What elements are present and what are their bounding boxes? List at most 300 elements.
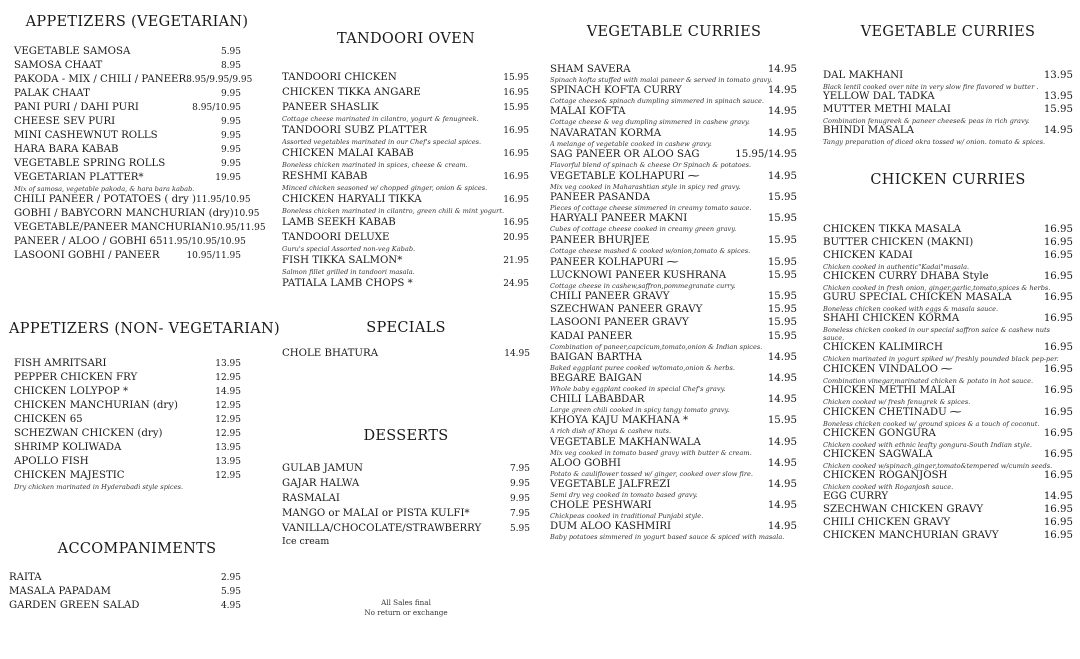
menu-item-name: SAG PANEER OR ALOO SAG [550,148,700,160]
menu-item-name: PAKODA - MIX / CHILI / PANEER [14,74,187,85]
menu-item-name-wrap [823,342,943,355]
menu-item-name: CHILI PANEER GRAVY [550,291,670,303]
menu-item-price: 15.95 [767,234,797,246]
menu-item-description: Cottage cheese & veg dumpling simmered in cashew gravy. [550,118,750,127]
menu-item-name: RESHMI KABAB [282,171,368,182]
menu-item-price: 8.95/10.95 [192,103,241,113]
menu-item-description: Chicken cooked in fresh onion, ginger,garlic,tomato,spices & herbs. [823,283,1051,292]
menu-list [282,71,530,291]
menu-item [550,128,797,140]
menu-item-name-wrap [282,86,421,99]
menu-list [282,347,530,361]
menu-item [550,64,797,76]
menu-item [282,277,529,291]
menu-item [550,304,797,316]
menu-item-description: Chicken cooked with Roganjosh sauce. [823,482,954,491]
menu-item-name-wrap [550,437,701,449]
menu-item-name-wrap [14,129,158,143]
menu-item [823,91,1073,104]
menu-item-price: 12.95 [215,415,241,425]
menu-item-name: CHICKEN KALIMIRCH [823,342,943,353]
menu-item-name: BHINDI MASALA [823,125,914,136]
menu-item-price: 9.95 [509,479,530,489]
menu-item-name: CHICKEN MANCHURIAN GRAVY [823,530,999,541]
menu-item-name: EGG CURRY [823,491,889,502]
menu-item-name-wrap [550,394,644,406]
menu-item-name: APOLLO FISH [14,456,89,467]
menu-item-price: 9.95 [220,159,241,169]
section-title: APPETIZERS (VEGETARIAN) [25,14,249,30]
menu-item-description: Mix of samosa, vegetable pakoda, & hara bara kabab. [14,185,195,193]
menu-item-name-wrap [823,517,950,530]
menu-item-name: PEPPER CHICKEN FRY [14,372,138,383]
menu-item [550,256,797,269]
menu-item-name-wrap [823,271,989,284]
menu-item-name-wrap [14,45,130,59]
menu-item-name: CHICKEN ROGANJOSH [823,470,948,481]
menu-item [14,59,241,73]
menu-item [550,331,797,343]
menu-item-name: VEGETABLE SAMOSA [14,46,131,57]
menu-item [14,101,241,115]
menu-list [823,224,1073,543]
menu-item [14,45,241,59]
menu-item-name: PANEER PASANDA [550,192,651,204]
menu-item [550,415,797,427]
menu-item [823,250,1073,263]
menu-item-price: 16.95 [1043,449,1073,460]
menu-item-price: 16.95 [1043,504,1073,515]
menu-item-description: Combination of paneer,capcicum,tomato,onion & Indian spices. [550,342,763,351]
menu-item-name-wrap [282,254,402,267]
menu-item-price: 9.95 [509,494,530,504]
menu-item [823,224,1073,237]
menu-item-description: Boneless chicken cooked in our special saffron saice & cashew nuts sauce. [823,325,1050,342]
menu-item-name: ALOO GOBHI [550,457,621,469]
menu-item-price: 14.95 [767,457,797,469]
menu-item-name-wrap [14,143,119,157]
menu-list [9,45,265,263]
menu-item-price: 16.95 [1043,385,1073,396]
menu-item-description: Minced chicken seasoned w/ chopped ginger, onion & spices. [282,184,488,192]
menu-item-price: 15.95 [767,415,797,427]
menu-item-price: 16.95 [1043,530,1073,541]
menu-item-description: Dry chicken marinated in Hyderabadi style spices. [14,483,184,491]
section-title: APPETIZERS (NON- VEGETARIAN) [9,321,280,337]
menu-item-name: BEGARE BAIGAN [550,373,643,384]
menu-item-price: 14.95 [767,394,797,406]
menu-item-description: Semi dry veg cooked in tomato based gravy. [550,490,698,499]
menu-item [550,291,797,303]
menu-item-name-wrap [550,85,682,97]
appetizers-nonveg-section [9,321,280,491]
menu-item-name: PANEER BHURJEE [550,234,650,246]
menu-item-name-wrap [823,104,951,117]
menu-item [9,571,241,585]
menu-item-name-wrap [282,347,378,360]
menu-item-description: Potato & cauliflower tossed w/ ginger, cooked over slow fire. [550,469,753,478]
menu-item [550,149,797,161]
menu-item-name: BAIGAN BARTHA [550,351,642,363]
tandoori-section [282,31,530,291]
chili-swirl-icon: ~ [685,168,701,182]
menu-item-name-wrap [14,399,178,413]
menu-item-name-wrap [282,507,470,520]
menu-item-name: LASOONI GOBHI / PANEER [14,250,160,261]
menu-item-price: 16.95 [1043,342,1073,353]
chili-swirl-icon: ~ [664,254,680,268]
menu-item [823,313,1073,326]
menu-item [282,216,529,230]
menu-item-price: 16.95 [503,149,529,159]
menu-item-name-wrap [823,504,983,517]
menu-item-name-wrap [282,216,396,229]
menu-item-description: Guru's special Assorted non-veg Kabab. [282,245,416,253]
menu-item-name-wrap [550,64,631,76]
menu-item [550,317,797,329]
menu-item-name: VEGETABLE MAKHANWALA [550,436,701,448]
menu-item [550,437,797,449]
appetizers-veg-section [9,14,265,263]
menu-item-name: CHICKEN VINDALOO [823,364,938,375]
menu-item-name: CHICKEN TIKKA MASALA [823,224,962,235]
menu-item-name: FISH AMRITSARI [14,358,107,369]
menu-item [550,235,797,247]
menu-item-name-wrap [14,171,144,185]
menu-item [550,352,797,364]
menu-item-name-wrap [550,168,701,183]
menu-item-description: Flavorful blend of spinach & cheese Or Spinach & potatoes. [550,160,752,169]
menu-item-name-wrap [282,193,422,206]
menu-item-name-wrap [550,373,642,385]
menu-item-name-wrap [550,213,687,225]
menu-item-description: Mix veg cooked in tomato based gravy with butter & cream. [550,448,752,457]
menu-item-price: 15.95 [767,192,797,204]
menu-item-name-wrap [14,157,165,171]
menu-item-price: 11.95/10.95/10.95 [162,237,246,247]
menu-item [14,207,260,221]
menu-item-name: CHICKEN HARYALI TIKKA [282,194,422,205]
menu-item [550,373,797,385]
menu-item-price: 16.95 [503,172,529,182]
menu-item-description: Chicken cooked in authentic"Kadai"masala. [823,262,970,271]
menu-item-name: VANILLA/CHOCOLATE/STRAWBERRY [282,523,482,534]
menu-item [550,479,797,491]
menu-item-price: 16.95 [503,126,529,136]
menu-item-name: PALAK CHAAT [14,88,90,99]
menu-item-name: CHICKEN GONGURA [823,428,936,439]
no-return: No return or exchange [364,608,448,617]
menu-item-name-wrap [550,458,621,470]
menu-item [14,129,241,143]
menu-item-name: VEGETABLE JALFREZI [550,478,671,490]
menu-item [14,115,241,129]
menu-item [282,231,529,245]
menu-item-name: HARA BARA KABAB [14,144,119,155]
menu-item-description: Cottage cheese& spinach dumpling simmered in spinach sauce. [550,97,765,106]
menu-item-name-wrap [14,427,162,441]
menu-item-name-wrap [550,149,699,161]
menu-item-name-wrap [14,87,90,101]
menu-item-price: 16.95 [1043,364,1073,375]
menu-item-price: 14.95 [767,521,797,533]
menu-item-name-wrap [14,455,89,469]
menu-item [14,193,251,207]
menu-item-name: YELLOW DAL TADKA [823,91,935,102]
menu-item-description: Baked eggplant puree cooked w/tomato,onion & herbs. [550,363,735,372]
menu-item-name-wrap [550,500,652,512]
menu-item-price: 16.95 [1043,517,1073,528]
menu-item-price: 8.95/9.95/9.95 [186,75,253,85]
menu-item-name: CHICKEN CHETINADU [823,407,947,418]
menu-item [14,157,241,171]
menu-item-name-wrap [823,91,935,104]
menu-item-price: 13.95 [1043,70,1073,81]
menu-item [14,427,241,441]
menu-item-name-wrap [282,277,413,290]
menu-item-name: RAITA [9,572,42,583]
menu-item [823,342,1073,355]
menu-item-price: 12.95 [215,401,241,411]
menu-item-name-wrap [823,385,955,398]
menu-item-name: CHICKEN MALAI KABAB [282,148,414,159]
menu-item-name-wrap [823,250,913,263]
menu-item-description: Large green chili cooked in spicy tangy tomato gravy. [550,406,730,415]
menu-item-description: A rich dish of Khoya & cashew nuts. [550,427,672,436]
menu-item-name: LASOONI PANEER GRAVY [550,317,689,329]
menu-item-name-wrap [14,249,160,263]
menu-item [282,170,529,184]
menu-item-price: 20.95 [503,233,529,243]
menu-item-price: 15.95 [767,291,797,303]
menu-item-name: PATIALA LAMB CHOPS * [282,278,413,289]
menu-item-price: 15.95 [767,317,797,329]
menu-item-name: DAL MAKHANI [823,70,904,81]
menu-item [282,462,530,476]
menu-item-name-wrap [282,101,379,114]
menu-item-name: LAMB SEEKH KABAB [282,217,396,228]
menu-item-name: CHICKEN LOLYPOP * [14,386,129,397]
menu-item-price: 10.95/11.95 [211,223,266,233]
menu-item [14,385,241,399]
menu-item-price: 15.95 [767,256,797,268]
section-title: DESSERTS [363,428,449,444]
menu-item-name-wrap [550,415,688,427]
menu-item-name: VEGETABLE/PANEER MANCHURIAN [14,222,211,233]
menu-item-price: 24.95 [503,279,529,289]
menu-item-name: CHOLE PESHWARI [550,500,652,512]
menu-item [823,125,1073,138]
menu-item-price: 14.95 [767,351,797,363]
menu-item-name: SZECHWAN PANEER GRAVY [550,304,703,316]
menu-item-name: BUTTER CHICKEN (MAKNI) [823,237,974,248]
menu-item-price: 13.95 [215,359,241,369]
veg-curries-section [550,24,798,541]
menu-item-description: Cottage cheese in cashew,saffron,pommegranate curry. [550,281,736,290]
menu-item-price: 2.95 [220,573,241,583]
menu-item [550,213,797,225]
menu-item-name-wrap [550,521,671,533]
menu-item-name-wrap [282,231,389,244]
menu-item-price: 14.95 [767,64,797,75]
menu-item [282,507,530,521]
menu-item-price: 14.95 [767,127,797,139]
section-title: ACCOMPANIMENTS [57,541,217,557]
menu-item-name: CHICKEN MAJESTIC [14,470,125,481]
menu-item [823,385,1073,398]
menu-item-name-wrap [823,428,936,441]
menu-item-price: 15.95 [503,103,529,113]
menu-item [550,270,797,282]
menu-item-name-wrap [550,291,669,303]
chili-swirl-icon: ~ [947,405,963,418]
menu-item-name: PANEER SHASLIK [282,102,379,113]
menu-item-name-wrap [550,235,650,247]
menu-item-description: A melange of vegetable cooked in cashew gravy. [550,139,712,148]
menu-item-price: 15.95 [767,330,797,342]
menu-item-price: 4.95 [220,601,241,611]
menu-item-price: 15.95 [503,73,529,83]
menu-item-description: Whole baby eggplant cooked in special Chef's gravy. [550,385,726,393]
menu-item-price: 14.95 [1043,125,1073,136]
menu-item-name-wrap [282,462,363,475]
menu-item-name-wrap [550,106,626,118]
menu-item-price: 16.95 [1043,313,1073,324]
menu-item [9,599,241,613]
menu-item-name: MASALA PAPADAM [9,586,111,597]
menu-item-price: 16.95 [503,218,529,228]
menu-item-description: Combination fenugreek & paneer cheese& peas in rich gravy. [823,116,1030,125]
menu-item-name-wrap [14,469,125,483]
menu-item-price: 7.95 [509,464,530,474]
menu-item-price: 5.95 [220,587,241,597]
menu-item [823,292,1073,305]
menu-item-name: PANI PURI / DAHI PURI [14,102,139,113]
menu-item-description: Spinach kofta stuffed with malai paneer & served in tomato gravy. [550,76,773,84]
menu-item [14,73,253,87]
menu-item-name: CHICKEN CURRY DHABA Style [823,271,989,282]
menu-item-name-wrap [14,371,137,385]
menu-item [282,492,530,506]
menu-item-name: TANDOORI SUBZ PLATTER [282,125,427,136]
menu-item-description: Salmon fillet grilled in tandoori masala. [282,268,415,276]
menu-item-price: 12.95 [215,471,241,481]
menu-item [282,86,529,100]
menu-item-name-wrap [282,522,481,535]
menu-item-price: 16.95 [503,195,529,205]
menu-item [282,522,530,536]
menu-item [823,70,1073,83]
menu-item-price: 7.95 [509,509,530,519]
menu-item-name: SAMOSA CHAAT [14,60,103,71]
menu-item [823,449,1073,462]
menu-item-description: Tangy preparation of diced okra tossed w/ onion. tomato & spices. [823,137,1046,146]
menu-item [9,585,241,599]
menu-item-price: 14.95 [767,170,797,182]
menu-item [282,71,529,85]
menu-item [282,147,529,161]
menu-item-name: MANGO or MALAI or PISTA KULFI* [282,508,470,519]
menu-item [14,249,241,263]
menu-item-price: 15.95 [767,213,797,225]
menu-item [14,469,241,483]
menu-item [14,357,241,371]
menu-item-name-wrap [550,270,726,282]
menu-item-name-wrap [550,254,680,269]
menu-item [14,235,246,249]
menu-item [282,193,529,207]
menu-item-description: Assorted vegetables marinated in our Chef's special spices. [282,138,482,146]
menu-item-price: 10.95/11.95 [186,251,241,261]
menu-item-name-wrap [14,357,107,371]
menu-item-name-wrap [282,147,414,160]
menu-item-name-wrap [823,530,999,543]
menu-item-name-wrap [14,235,162,249]
menu-item [823,517,1073,530]
menu-item-name-wrap [9,585,111,599]
menu-item-name: CHEESE SEV PURI [14,116,116,127]
menu-item [550,192,797,204]
menu-item-price: 16.95 [1043,237,1073,248]
veg-curries-2-section [823,24,1073,146]
menu-item-price: 14.95 [215,387,241,397]
menu-item-description: Mix veg cooked in Maharashtian style in spicy red gravy. [550,182,741,191]
menu-item [282,347,530,361]
menu-item [282,101,529,115]
menu-item-price: 13.95 [215,443,241,453]
sales-final: All Sales final [381,598,431,607]
menu-item-name-wrap [14,59,102,73]
menu-item [823,271,1073,284]
menu-item-price: 16.95 [1043,224,1073,235]
menu-item-description: Black lentil cooked over nite in very slow fire flavored w butter . [823,82,1039,91]
menu-item-name-wrap [550,331,632,343]
accompaniments-section [9,541,265,613]
menu-item-price: 15.95/14.95 [735,148,797,160]
footer-note [282,598,530,618]
menu-item-name: CHILI CHICKEN GRAVY [823,517,951,528]
menu-item-name: SHRIMP KOLIWADA [14,442,122,453]
menu-item-name-wrap [14,115,115,129]
menu-item-name-wrap [550,352,642,364]
menu-item-price: 15.95 [767,269,797,281]
menu-item-name-wrap [823,449,933,462]
menu-item-description: Baby potatoes simmered in yogurt based sauce & spiced with masala. [550,533,785,542]
menu-item-name: RASMALAI [282,493,340,504]
menu-item [823,530,1073,543]
menu-item [823,470,1073,483]
menu-item-name-wrap [823,405,963,420]
menu-item-price: 13.95 [215,457,241,467]
menu-item-price: 14.95 [767,85,797,97]
menu-item-description: Pieces of cottage cheese simmered in creamy tomato sauce. [550,204,752,213]
menu-item-price: 9.95 [220,117,241,127]
menu-item-name: VEGETABLE SPRING ROLLS [14,158,166,169]
menu-item-name-wrap [282,170,368,183]
menu-item [282,254,529,268]
menu-item-price: 9.95 [220,131,241,141]
menu-item-description: Boneless chicken marinated in cilantro, green chili & mint yogurt. [282,207,505,215]
desserts-section [282,428,530,548]
menu-item [14,413,241,427]
menu-item-name: PANEER / ALOO / GOBHI 65 [14,236,163,247]
section-title: TANDOORI OVEN [337,31,475,47]
menu-item [14,143,241,157]
menu-item-price: 19.95 [215,173,241,183]
menu-item-price: 9.95 [220,145,241,155]
menu-item-name-wrap [550,128,661,140]
specials-section [282,320,530,361]
